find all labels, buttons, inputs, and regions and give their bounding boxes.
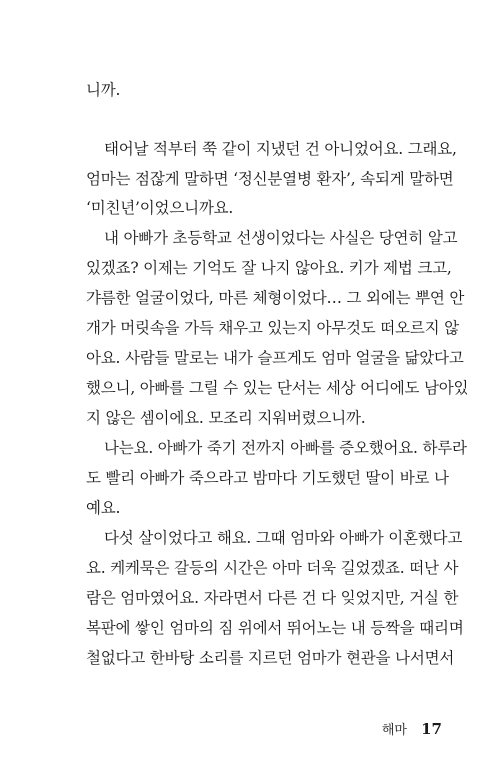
text-line: 했으니, 아빠를 그릴 수 있는 단서는 세상 어디에도 남아있 [86,379,469,397]
text-line: 람은 엄마였어요. 자라면서 다른 건 다 잊었지만, 거실 한 [86,589,459,607]
page-footer [382,720,442,740]
text-line: 요. 케케묵은 갈등의 시간은 아마 더욱 길었겠죠. 떠난 사 [86,559,459,577]
text-line: 개가 머릿속을 가득 채우고 있는지 아무것도 떠오르지 않 [86,319,459,337]
text-line: 있겠죠? 이제는 기억도 잘 나지 않아요. 키가 제법 크고, [86,259,452,277]
text-line: 엄마는 점잖게 말하면 ‘정신분열병 환자’, 속되게 말하면 [86,170,454,188]
page-number: 17 [421,720,442,738]
text-line: ‘미친년’이었으니까요. [86,199,234,217]
text-line: 지 않은 셈이에요. 모조리 지워버렸으니까. [86,409,366,427]
text-line: 예요. [86,499,121,517]
text-line: 내 아빠가 초등학교 선생이었다는 사실은 당연히 알고 [104,229,458,247]
text-line: 아요. 사람들 말로는 내가 슬프게도 엄마 얼굴을 닮았다고 [86,349,464,367]
text-line: 복판에 쌓인 엄마의 짐 위에서 뛰어노는 내 등짝을 때리며 [86,619,464,637]
text-line: 니까. [86,81,121,99]
text-line: 태어날 적부터 쭉 같이 지냈던 건 아니었어요. 그래요, [104,140,457,158]
running-title: 해마 [381,723,407,738]
text-line: 나는요. 아빠가 죽기 전까지 아빠를 증오했어요. 하루라 [104,439,467,457]
text-line: 갸름한 얼굴이었다, 마른 체형이었다… 그 외에는 뿌연 안 [86,289,465,307]
text-line: 도 빨리 아빠가 죽으라고 밤마다 기도했던 딸이 바로 나 [86,469,449,487]
text-line: 철없다고 한바탕 소리를 지르던 엄마가 현관을 나서면서 [86,649,455,667]
text-line: 다섯 살이었다고 해요. 그때 엄마와 아빠가 이혼했다고 [104,529,463,547]
